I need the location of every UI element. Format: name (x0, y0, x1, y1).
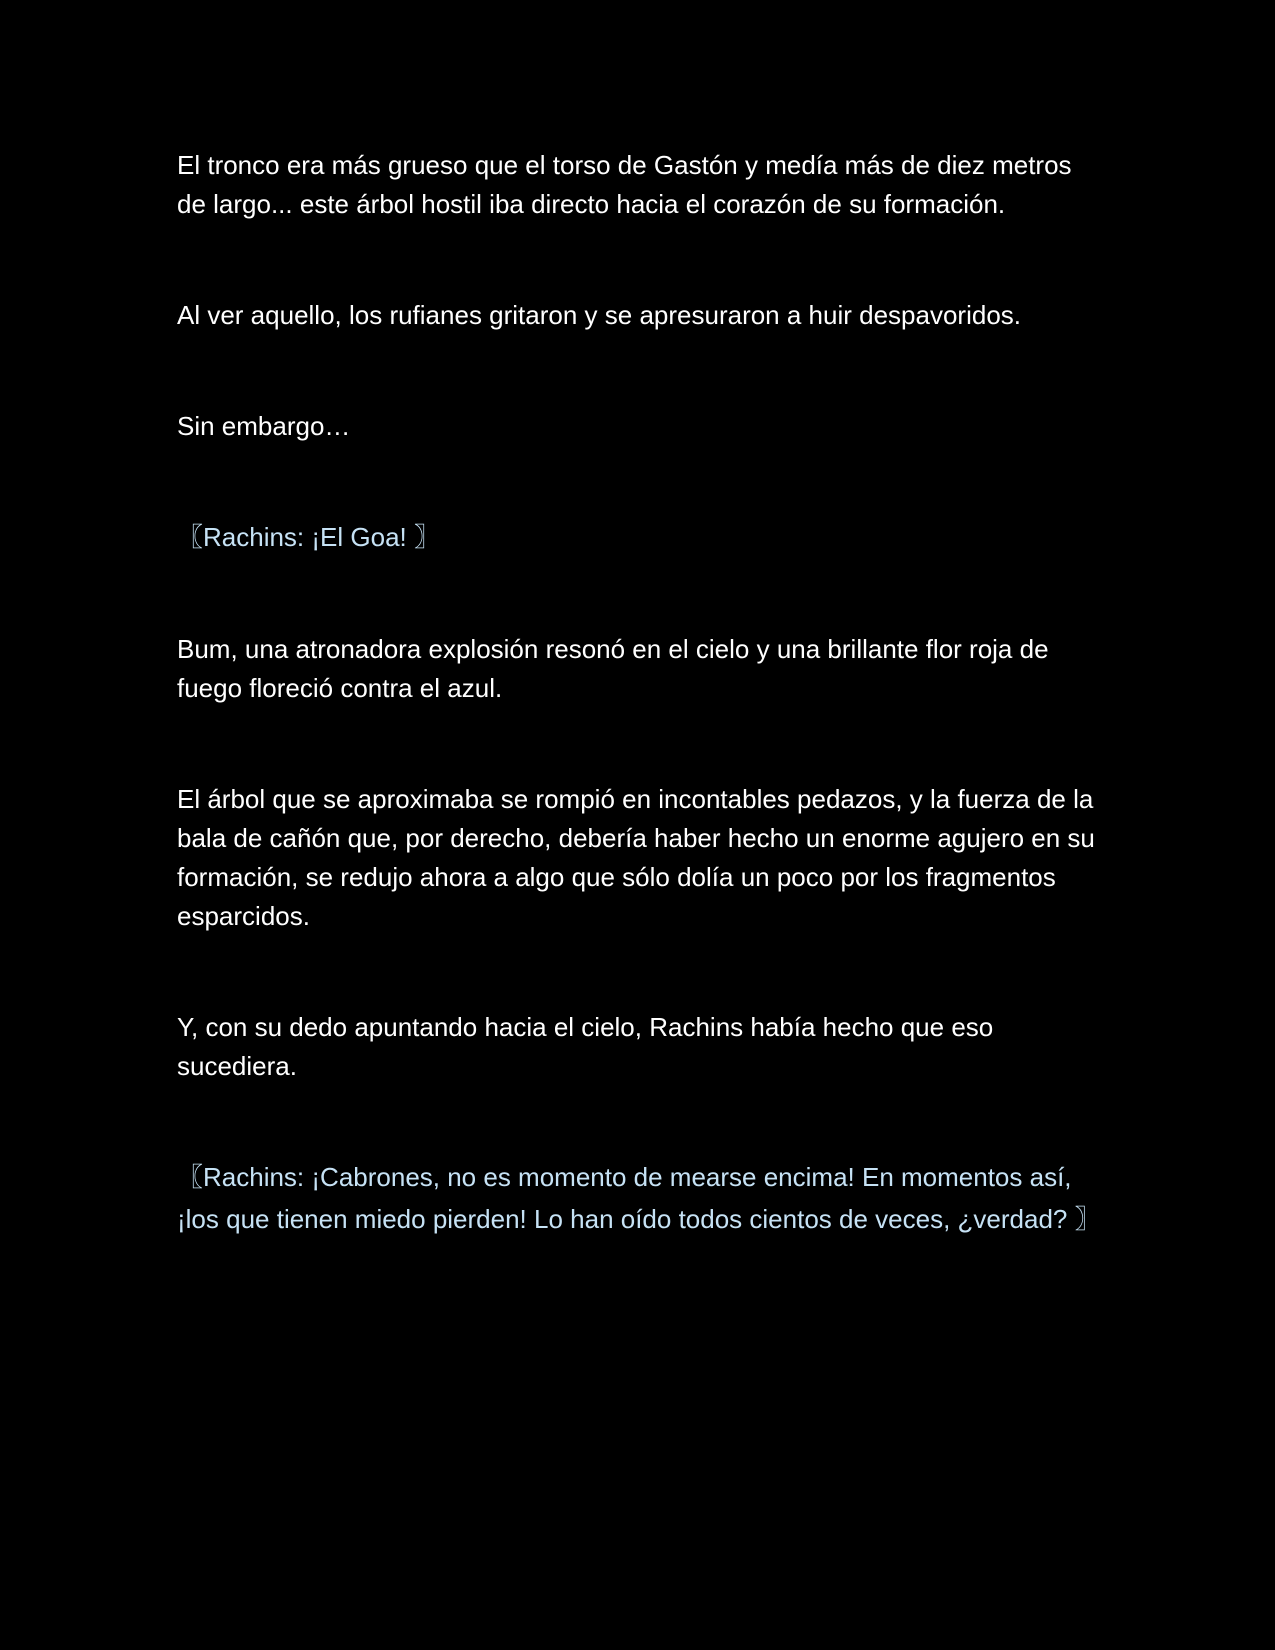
narration-paragraph: Y, con su dedo apuntando hacia el cielo, Rachins había hecho que eso sucediera. (177, 1012, 994, 1081)
narration-paragraph: El tronco era más grueso que el torso de Gastón y medía más de diez metros de largo... este árbol hostil iba directo hacia el corazón de su formación. (177, 150, 1072, 219)
narration-paragraph: El árbol que se aproximaba se rompió en incontables pedazos, y la fuerza de la bala de cañón que, por derecho, debería haber hecho un enorme agujero en su formación, se redujo ahora a algo que sólo dolía un poco por los fragmentos esparcidos. (177, 784, 1095, 931)
dialogue-line: 〖Rachins: ¡Cabrones, no es momento de mearse encima! En momentos así, ¡los que tienen miedo pierden! Lo han oído todos cientos de veces, ¿verdad? 〗 (177, 1162, 1101, 1234)
narration-paragraph: Sin embargo… (177, 411, 351, 441)
document-page (177, 146, 1107, 1240)
narration-paragraph: Al ver aquello, los rufianes gritaron y se apresuraron a huir despavoridos. (177, 300, 1022, 330)
dialogue-line: 〖Rachins: ¡El Goa! 〗 (177, 522, 440, 552)
narration-paragraph: Bum, una atronadora explosión resonó en el cielo y una brillante flor roja de fuego floreció contra el azul. (177, 634, 1049, 703)
